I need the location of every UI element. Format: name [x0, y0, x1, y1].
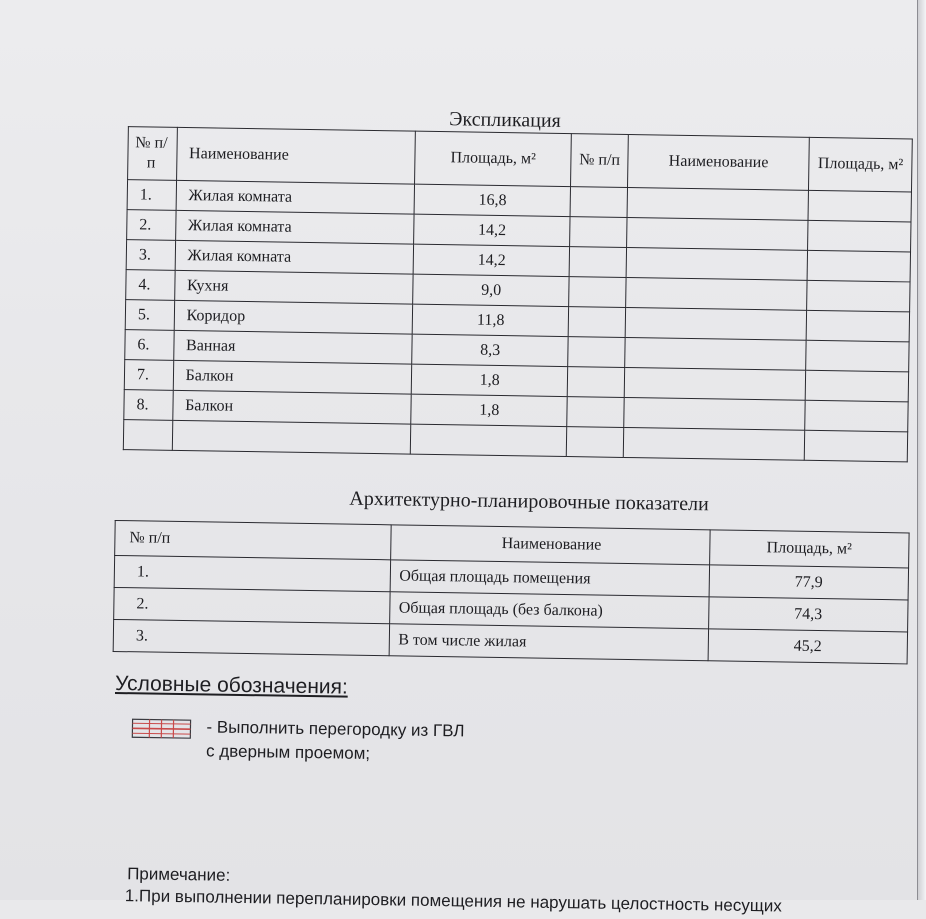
empty-cell [625, 337, 807, 370]
legend-item-line-1: - Выполнить перегородку из ГВЛ [206, 715, 464, 743]
row-area: 14,2 [414, 214, 571, 246]
header-name-2: Наименование [627, 134, 809, 190]
row-name: Жилая комната [175, 210, 414, 244]
explication-table [123, 126, 913, 462]
row-num: 5. [125, 300, 174, 331]
empty-cell [808, 250, 911, 282]
empty-cell [570, 217, 627, 248]
indicators-title: Архитектурно-планировочные показатели [294, 487, 764, 517]
empty-cell [808, 190, 911, 222]
empty-cell [625, 307, 807, 340]
row-name: Кухня [174, 270, 413, 304]
row-name: Балкон [173, 360, 412, 394]
row-num: 6. [125, 330, 174, 361]
row-num: 3. [126, 240, 175, 271]
note-title: Примечание: [127, 864, 230, 886]
empty-cell [807, 310, 910, 342]
row-name: Балкон [172, 390, 411, 424]
header-area: Площадь, м² [709, 530, 909, 568]
empty-cell [567, 397, 624, 428]
empty-cell [626, 277, 808, 310]
row-num: 4. [126, 270, 175, 301]
row-num: 2. [114, 587, 391, 623]
legend-text [206, 715, 465, 767]
empty-cell [805, 430, 908, 462]
empty-cell [123, 420, 172, 451]
row-num: 8. [124, 390, 173, 421]
row-area: 8,3 [412, 334, 569, 366]
row-area: 74,3 [708, 597, 908, 632]
empty-cell [567, 427, 624, 458]
row-name: Жилая комната [176, 180, 415, 214]
row-num: 7. [124, 360, 173, 391]
empty-cell [571, 187, 628, 218]
empty-cell [626, 217, 808, 250]
legend-item-line-2: с дверным проемом; [206, 739, 464, 767]
row-area: 16,8 [414, 184, 571, 216]
empty-cell [805, 400, 908, 432]
row-name: Общая площадь (без балкона) [390, 592, 709, 629]
header-area: Площадь, м² [415, 131, 572, 186]
note-line: 1.При выполнении перепланировки помещения не нарушать целостность несущих [125, 886, 782, 916]
row-area: 1,8 [411, 364, 568, 396]
empty-cell [806, 370, 909, 402]
empty-cell [570, 247, 627, 278]
empty-cell [410, 424, 567, 456]
row-name: Общая площадь помещения [391, 560, 710, 597]
row-area: 11,8 [412, 304, 569, 336]
row-area: 9,0 [413, 274, 570, 306]
header-num-2: № п/п [571, 134, 628, 188]
header-num: № п/п [115, 520, 392, 559]
header-name: Наименование [391, 525, 710, 565]
explication-title: Экспликация [380, 107, 630, 134]
empty-cell [626, 247, 808, 280]
row-name: Жилая комната [175, 240, 414, 274]
empty-cell [569, 307, 626, 338]
legend-title: Условные обозначения: [115, 672, 348, 700]
row-area: 1,8 [411, 394, 568, 426]
row-area: 45,2 [708, 629, 908, 664]
row-num: 1. [127, 180, 176, 211]
empty-cell [806, 340, 909, 372]
row-area: 14,2 [413, 244, 570, 276]
empty-cell [624, 397, 806, 430]
row-name: В том числе жилая [390, 624, 709, 661]
row-area: 77,9 [709, 565, 909, 600]
empty-cell [808, 220, 911, 252]
indicators-table [113, 520, 910, 664]
empty-cell [624, 367, 806, 400]
header-name: Наименование [176, 127, 415, 184]
header-num: № п/п [128, 127, 177, 181]
row-num: 3. [113, 619, 390, 655]
row-name: Ванная [173, 330, 412, 364]
row-num: 2. [127, 210, 176, 241]
empty-cell [568, 367, 625, 398]
empty-cell [623, 427, 805, 460]
partition-symbol-icon [131, 717, 191, 740]
header-area-2: Площадь, м² [809, 137, 912, 192]
empty-cell [807, 280, 910, 312]
row-name: Коридор [174, 300, 413, 334]
empty-cell [172, 420, 411, 454]
empty-cell [627, 187, 809, 220]
empty-cell [568, 337, 625, 368]
empty-cell [569, 277, 626, 308]
row-num: 1. [114, 555, 391, 591]
